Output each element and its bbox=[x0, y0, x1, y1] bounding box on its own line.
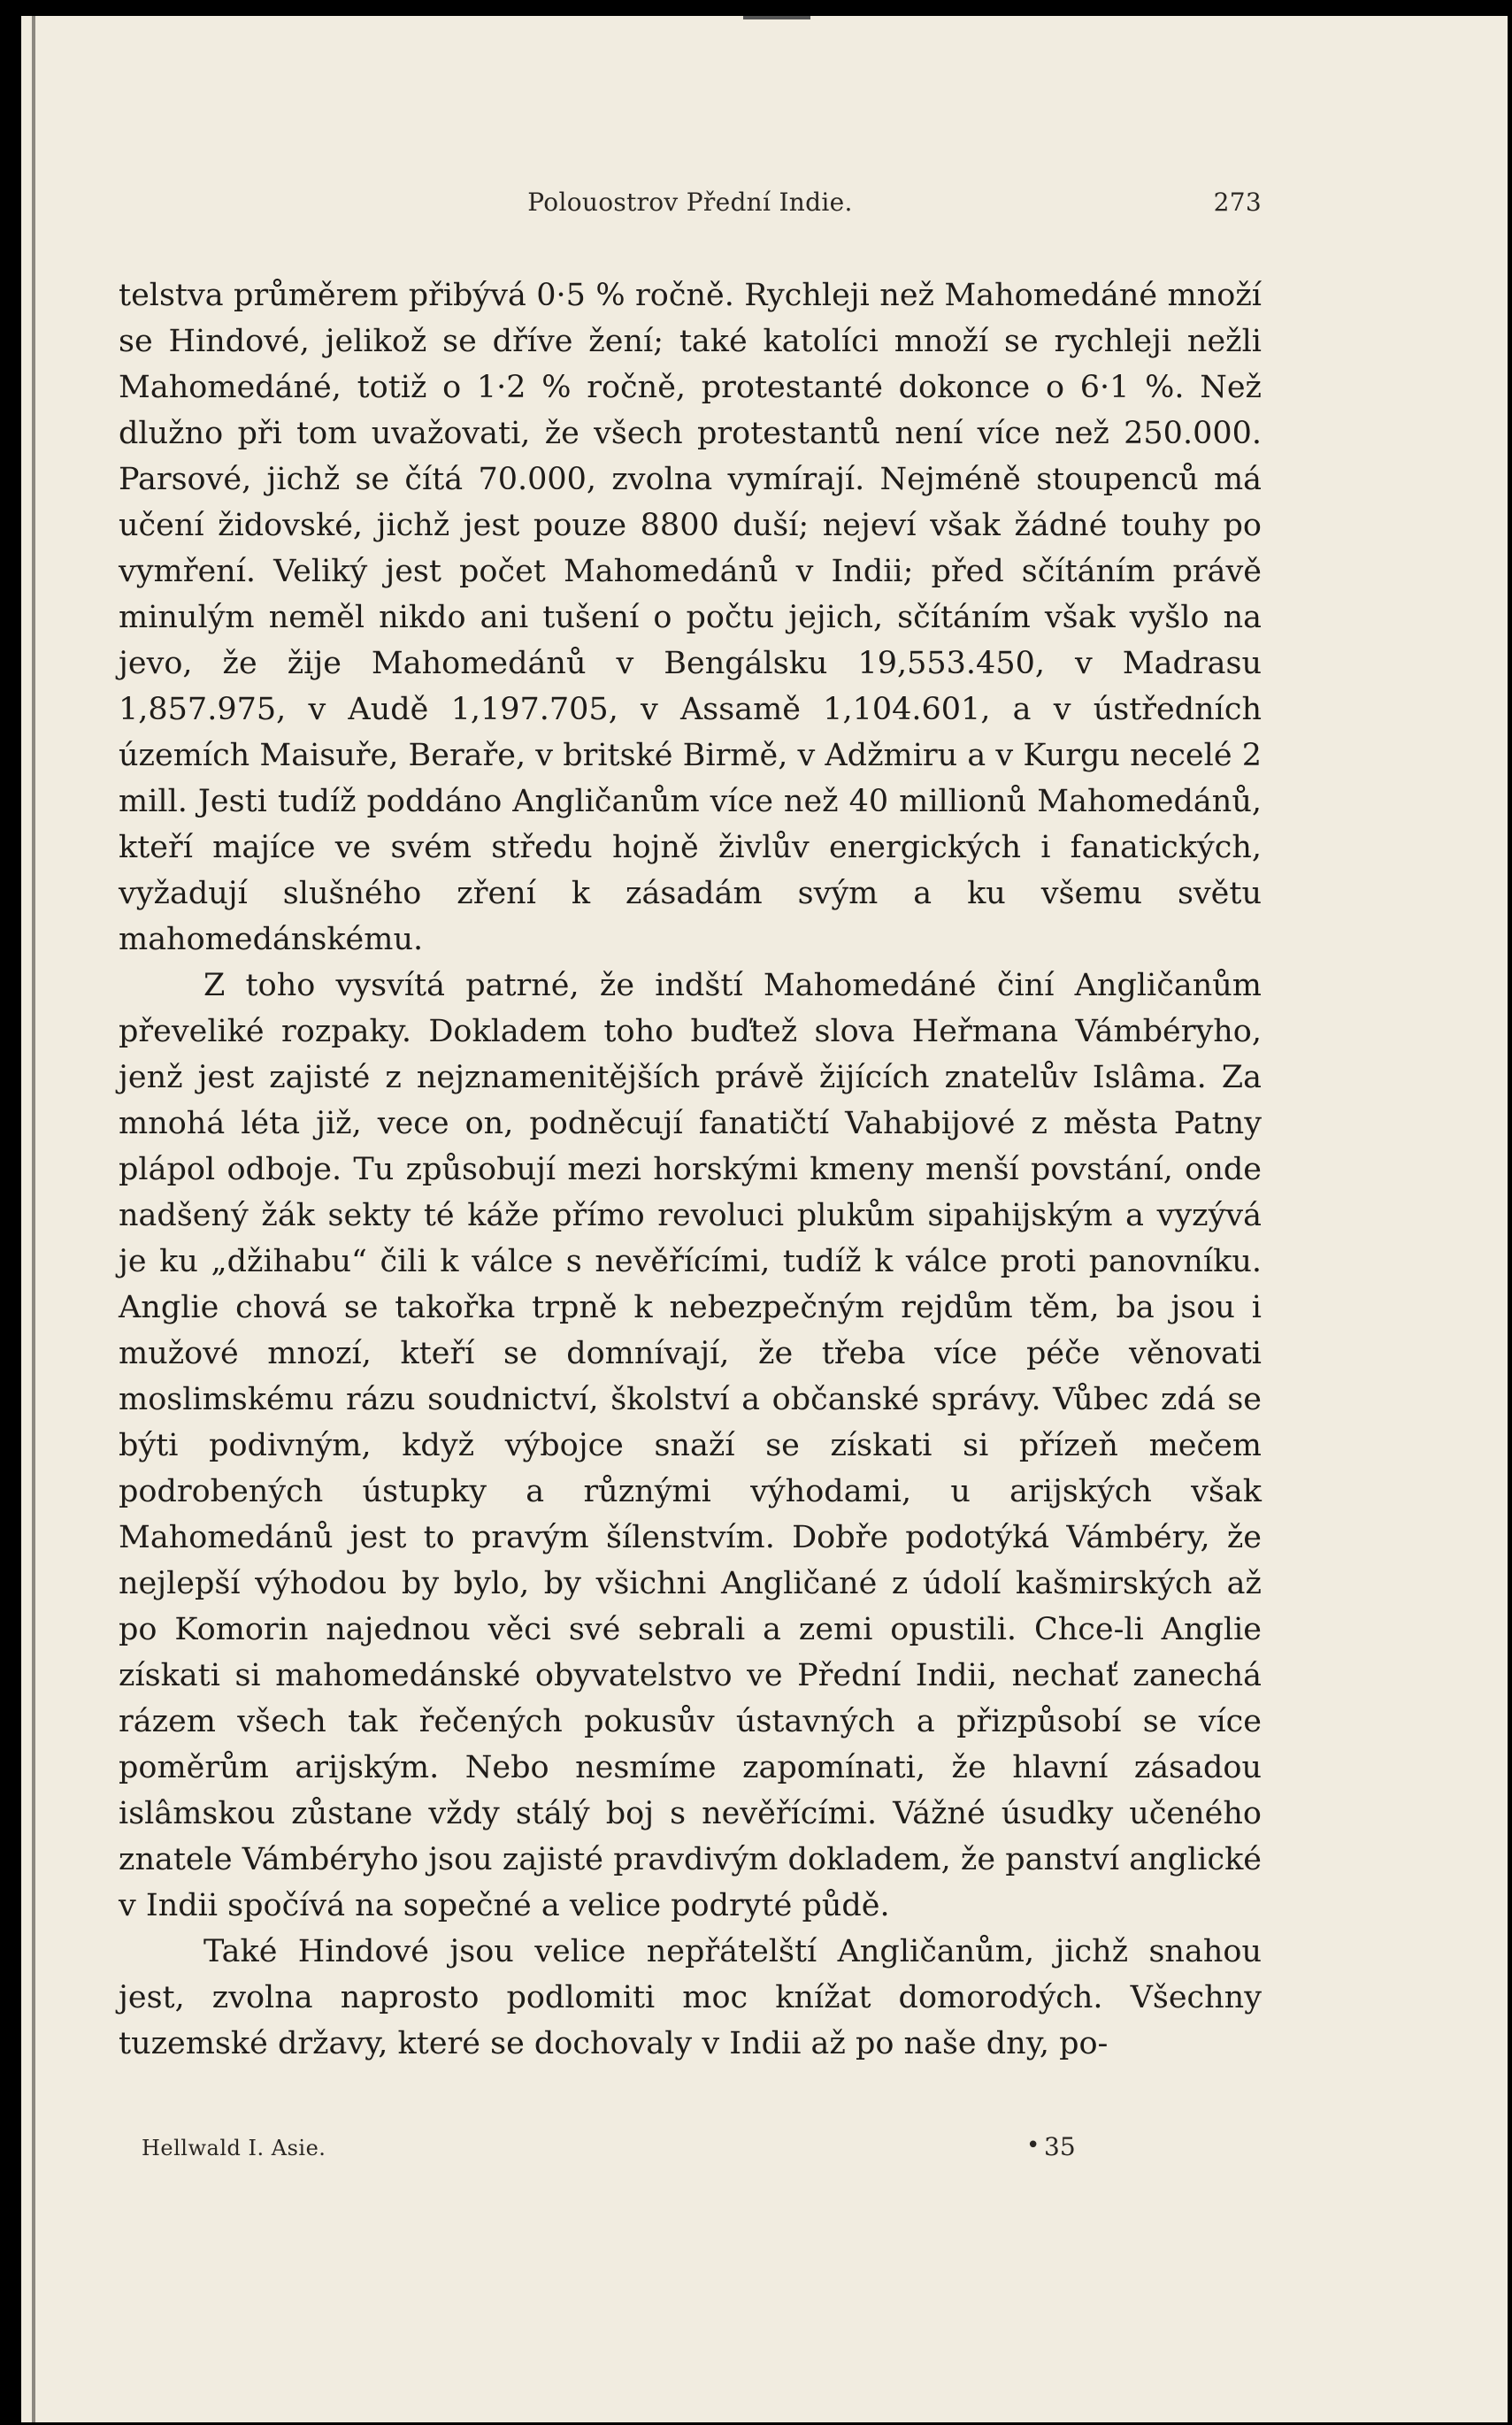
paragraph-1: telstva průměrem přibývá 0·5 % ročně. Rychleji než Mahomedáné množí se Hindové, jelikož se dříve žení; také katolíci množí se rychleji nežli Mahomedáné, totiž o 1·2 % ročně, protestanté dokonce o 6·1 %. Než dlužno při tom uvažovati, že všech protestantů není více než 250.000. Parsové, jichž se čítá 70.000, zvolna vymírají. Nejméně stoupenců má učení židovské, jichž jest pouze 8800 duší; nejeví však žádné touhy po vymření. Veliký jest počet Mahomedánů v Indii; před sčítáním právě minulým neměl nikdo ani tušení o počtu jejich, sčítáním však vyšlo na jevo, že žije Mahomedánů v Bengálsku 19,553.450, v Madrasu 1,857.975, v Audě 1,197.705, v Assamě 1,104.601, a v ústředních územích Maisuře, Beraře, v britské Birmě, v Adžmiru a v Kurgu necelé 2 mill. Jesti tudíž poddáno Angličanům více než 40 millionů Mahomedánů, kteří majíce ve svém středu hojně živlův energických i fanatických, vyžadují slušného zření k zásadám svým a ku všemu světu mahomedánskému. bbox=[119, 278, 1262, 957]
binding-gutter bbox=[32, 16, 35, 2422]
paragraph-3: Také Hindové jsou velice nepřátelští Angličanům, jichž snahou jest, zvolna naprosto podlomiti moc knížat domorodých. Všechny tuzemské državy, které se dochovaly v Indii až po naše dny, po- bbox=[119, 1934, 1262, 2061]
signature-left: Hellwald I. Asie. bbox=[142, 2136, 326, 2160]
footer-signature bbox=[142, 2132, 1079, 2168]
top-edge-mark bbox=[743, 16, 810, 19]
running-header bbox=[119, 188, 1262, 226]
signature-dot: • bbox=[1026, 2132, 1040, 2159]
paragraph-2: Z toho vysvítá patrné, že indští Mahomedáné činí Angličanům převeliké rozpaky. Dokladem toho buďtež slova Heřmana Vámbéryho, jenž jest zajisté z nejznamenitějších právě žijících znatelův Islâma. Za mnohá léta již, vece on, podněcují fanatičtí Vahabijové z města Patny plápol odboje. Tu způsobují mezi horskými kmeny menší povstání, onde nadšený žák sekty té káže přímo revoluci plukům sipahijským a vyzývá je ku „džihabu“ čili k válce s nevěřícími, tudíž k válce proti panovníku. Anglie chová se takořka trpně k nebezpečným rejdům těm, ba jsou i mužové mnozí, kteří se domnívají, že třeba více péče věnovati moslimskému rázu soudnictví, školství a občanské správy. Vůbec zdá se býti podivným, když výbojce snaží se získati si přízeň mečem podrobených ústupky a různými výhodami, u arijských však Mahomedánů jest to pravým šílenstvím. Dobře podotýká Vámbéry, že nejlepší výhodou by bylo, by všichni Angličané z údolí kašmirských až po Komorin najednou věci své sebrali a zemi opustili. Chce-li Anglie získati si mahomedánské obyvatelstvo ve Přední Indii, nechať zanechá rázem všech tak řečených pokusův ústavných a přizpůsobí se více poměrům arijským. Nebo nesmíme zapomínati, že hlavní zásadou islâmskou zůstane vždy stálý boj s nevěřícími. Vážné úsudky učeného znatele Vámbéryho jsou zajisté pravdivým dokladem, že panství anglické v Indii spočívá na sopečné a velice podryté půdě. bbox=[119, 968, 1262, 1923]
body-text bbox=[119, 272, 1262, 2067]
running-title: Polouostrov Přední Indie. bbox=[527, 188, 853, 217]
signature-right: 35 bbox=[1044, 2132, 1076, 2161]
page-number: 273 bbox=[1213, 188, 1262, 217]
